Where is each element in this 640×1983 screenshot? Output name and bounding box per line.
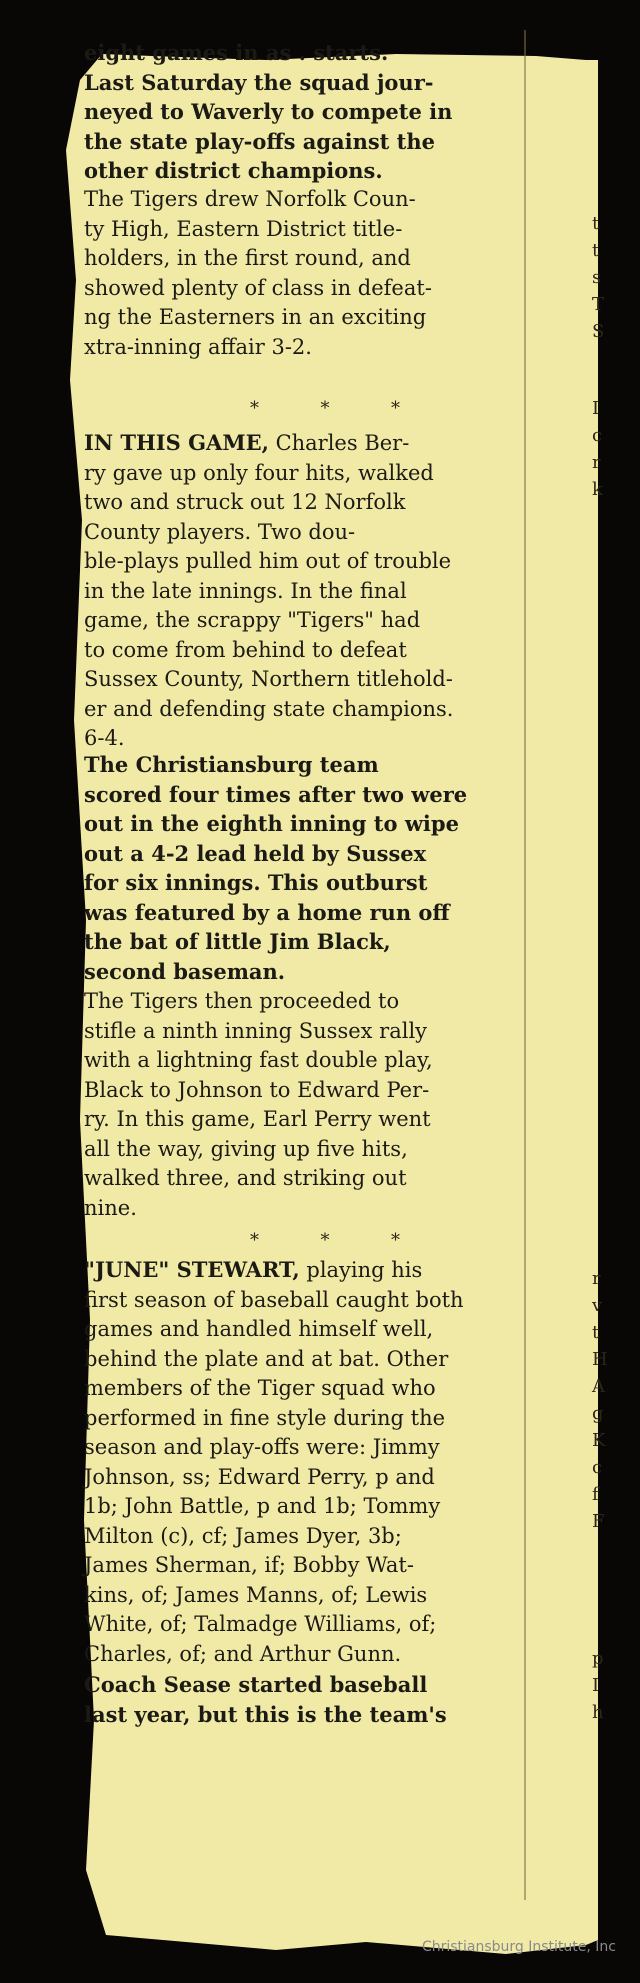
text-fragment: Charles Ber- (268, 431, 410, 455)
text-line: neyed to Waverly to compete in (84, 99, 453, 124)
text-line (84, 428, 584, 459)
paragraph-eighth-inning (84, 750, 584, 986)
paragraph-first-round (84, 185, 584, 362)
text-line: in the late innings. In the final (84, 578, 407, 603)
text-line: ble-plays pulled him out of trouble (84, 549, 452, 573)
text-line: County players. Two dou- (84, 519, 356, 544)
text-line: ty High, Eastern District title- (84, 216, 403, 241)
text-line: the state play-offs against the (84, 128, 436, 154)
text-line: out a 4-2 lead held by Sussex (84, 840, 427, 866)
text-line: two and struck out 12 Norfolk (84, 490, 406, 514)
text-line (84, 1255, 584, 1286)
fragment-letter: T (592, 294, 605, 315)
fragment-letter: v (592, 1295, 603, 1316)
text-line: xtra-inning affair 3-2. (84, 334, 312, 359)
lead-in: IN THIS GAME, (84, 430, 269, 455)
text-line: season and play-offs were: Jimmy (84, 1435, 440, 1459)
fragment-letter: F (592, 1511, 605, 1532)
separator-star: * (320, 398, 330, 419)
adjacent-column-fragments (592, 210, 632, 345)
paragraph-ninth-inning (84, 987, 584, 1223)
text-line: ng the Easterners in an exciting (84, 305, 427, 329)
fragment-letter: r (592, 452, 601, 473)
text-line: holders, in the first round, and (84, 246, 411, 270)
text-line: kins, of; James Manns, of; Lewis (84, 1582, 428, 1607)
fragment-letter: I (592, 1675, 600, 1696)
text-line: showed plenty of class in defeat- (84, 275, 432, 300)
paragraph-this-game (84, 428, 584, 754)
text-line: Charles, of; and Arthur Gunn. (84, 1641, 402, 1666)
text-fragment: playing his (299, 1258, 423, 1282)
text-line: Milton (c), cf; James Dyer, 3b; (84, 1523, 402, 1548)
paragraph-intro (84, 38, 584, 186)
paragraph-june-stewart (84, 1255, 584, 1669)
separator-star: * (250, 398, 259, 419)
text-line: The Christiansburg team (84, 752, 379, 777)
section-separator (250, 1230, 400, 1251)
text-line: to come from behind to defeat (84, 637, 407, 662)
separator-star: * (250, 1230, 259, 1251)
fragment-letter: h (592, 1702, 604, 1723)
fragment-letter: t (592, 213, 600, 234)
text-line: The Tigers drew Norfolk Coun- (84, 187, 416, 211)
text-line: James Sherman, if; Bobby Wat- (84, 1553, 414, 1577)
text-line: White, of; Talmadge Williams, of; (84, 1612, 437, 1636)
text-line: Johnson, ss; Edward Perry, p and (84, 1464, 435, 1489)
archive-watermark: Christiansburg Institute, Inc (421, 1939, 616, 1955)
text-line: out in the eighth inning to wipe (84, 811, 459, 836)
text-line: stifle a ninth inning Sussex rally (84, 1018, 428, 1043)
text-line: all the way, giving up five hits, (84, 1136, 408, 1161)
text-line: er and defending state champions. (84, 696, 454, 721)
text-line: members of the Tiger squad who (84, 1376, 436, 1400)
lead-in: "JUNE" STEWART, (84, 1257, 300, 1282)
text-line: The Tigers then proceeded to (84, 989, 400, 1013)
fragment-letter: S (592, 321, 605, 342)
text-line: ry gave up only four hits, walked (84, 460, 434, 485)
fragment-letter: c (592, 1457, 603, 1478)
text-line: Black to Johnson to Edward Per- (84, 1077, 430, 1102)
text-line: walked three, and striking out (84, 1166, 407, 1190)
text-line: nine. (84, 1195, 137, 1220)
separator-star: * (391, 1230, 400, 1251)
fragment-letter: r (592, 1268, 601, 1289)
adjacent-column-fragments (592, 1645, 632, 1726)
fragment-letter: p (592, 1648, 604, 1669)
text-line: with a lightning fast double play, (84, 1048, 433, 1072)
text-line: 6-4. (84, 726, 125, 750)
fragment-letter: c (592, 425, 603, 446)
fragment-letter: g (592, 1403, 604, 1424)
text-line: was featured by a home run off (84, 899, 450, 925)
fragment-letter: A (592, 1376, 605, 1397)
fragment-letter: t (592, 1322, 600, 1343)
fragment-letter: H (592, 1349, 608, 1370)
text-line: Coach Sease started baseball (84, 1672, 428, 1697)
adjacent-column-fragments (592, 395, 632, 503)
fragment-letter: f (592, 1484, 599, 1505)
separator-star: * (320, 1230, 330, 1251)
text-line: behind the plate and at bat. Other (84, 1346, 449, 1371)
text-line: 1b; John Battle, p and 1b; Tommy (84, 1494, 441, 1518)
text-line: for six innings. This outburst (84, 870, 428, 895)
separator-star: * (391, 398, 400, 419)
text-line: other district champions. (84, 158, 383, 183)
fragment-letter: K (592, 1430, 606, 1451)
text-line: performed in fine style during the (84, 1405, 446, 1430)
fragment-letter: k (592, 479, 603, 500)
text-line: games and handled himself well, (84, 1317, 434, 1341)
adjacent-column-fragments (592, 1265, 632, 1535)
text-line: Sussex County, Northern titlehold- (84, 667, 453, 691)
text-line: last year, but this is the team's (84, 1701, 447, 1727)
text-line: scored four times after two were (84, 781, 468, 807)
text-line: Last Saturday the squad jour- (84, 69, 434, 95)
text-line: second baseman. (84, 958, 286, 984)
fragment-letter: s (592, 267, 602, 288)
text-line: first season of baseball caught both (84, 1287, 464, 1312)
text-line: ry. In this game, Earl Perry went (84, 1107, 431, 1131)
paragraph-coach-sease (84, 1670, 584, 1729)
fragment-letter: t (592, 240, 600, 261)
fragment-letter: I (592, 398, 600, 419)
text-line: the bat of little Jim Black, (84, 929, 391, 954)
text-line: eight games in as . starts. (84, 40, 389, 65)
text-line: game, the scrappy "Tigers" had (84, 608, 421, 632)
section-separator (250, 398, 400, 419)
